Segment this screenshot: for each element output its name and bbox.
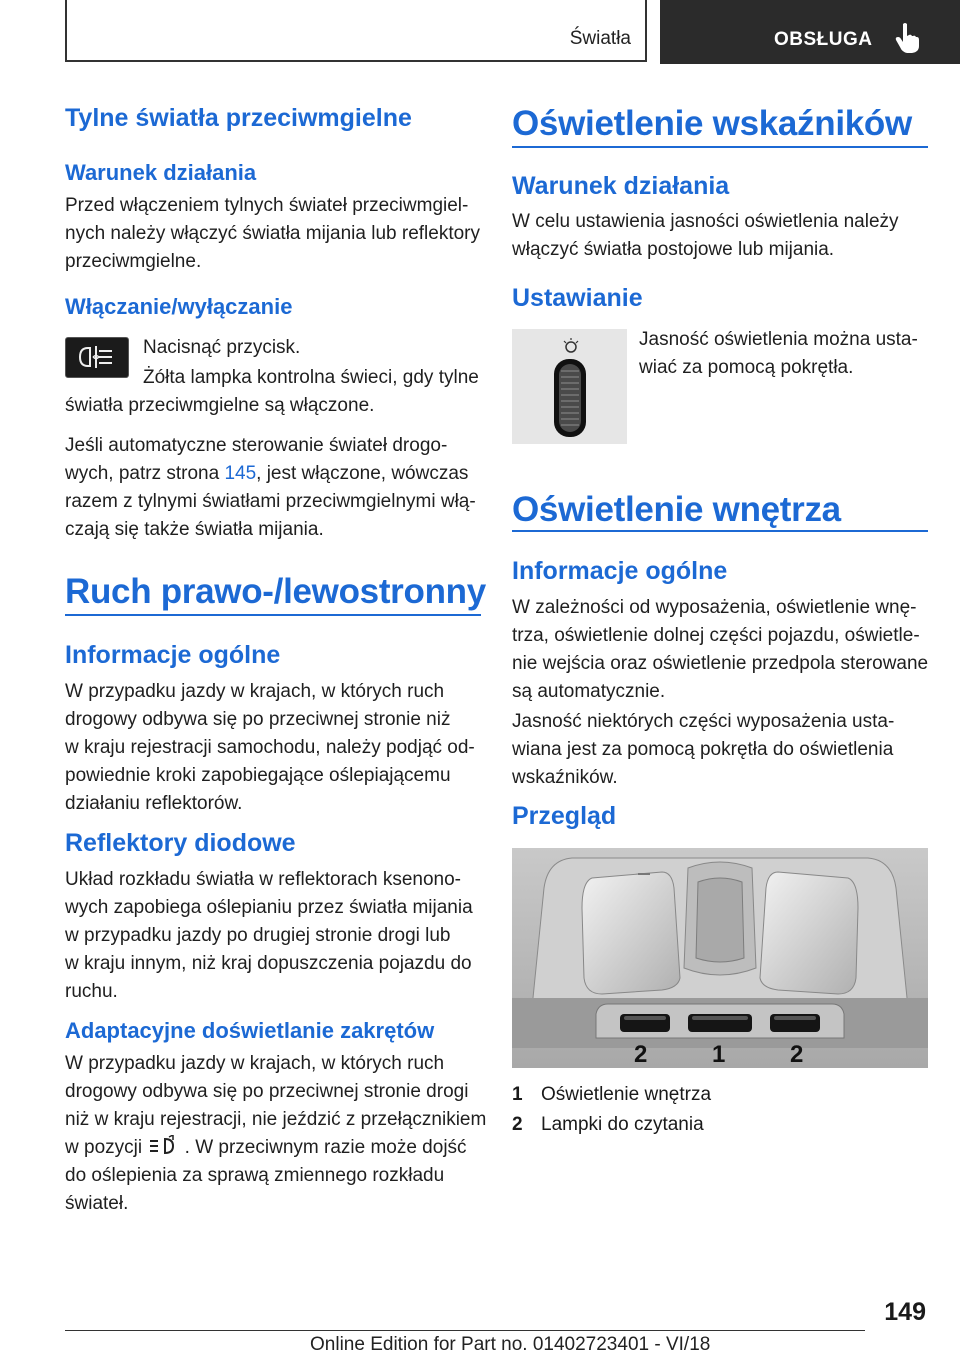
interior-line-6: wiana jest za pomocą pokrętła do oświetlenia	[512, 739, 894, 760]
page-link-145[interactable]: 145	[224, 463, 257, 484]
callout-1: 1	[712, 1041, 726, 1068]
heading-instr-condition: Warunek działania	[512, 172, 730, 200]
instr-cond-line-2: włączyć światła postojowe lub mijania.	[512, 239, 835, 260]
fog-condition-line-1: Przed włączeniem tylnych świateł przeciwmgiel-	[65, 195, 469, 216]
brightness-dial-image	[512, 329, 627, 444]
interior-line-1: W zależności od wyposażenia, oświetlenie wnę-	[512, 597, 917, 618]
switch-indicator-line-1: Żółta lampka kontrolna świeci, gdy tylne	[143, 367, 479, 388]
general-line-2: drogowy odbywa się po przeciwnej stronie niż	[65, 709, 451, 730]
led-line-3: w przypadku jazdy po drugiej stronie drogi lub	[65, 925, 451, 946]
general-line-1: W przypadku jazdy w krajach, w których ruch	[65, 681, 445, 702]
general-line-4: powiednie kroki zapobiegające oślepiającemu	[65, 765, 451, 786]
adjust-line-2: wiać za pomocą pokrętła.	[639, 357, 854, 378]
auto-line-1: Jeśli automatyczne sterowanie świateł drogo-	[65, 435, 448, 456]
led-line-4: w kraju innym, niż kraj dopuszczenia pojazdu do	[65, 953, 472, 974]
heading-fog-condition: Warunek działania	[65, 160, 257, 185]
header-tab-label: OBSŁUGA	[774, 29, 873, 50]
switch-instruction: Nacisnąć przycisk.	[143, 337, 301, 358]
heading-switch-on-off: Włączanie/wyłączanie	[65, 294, 293, 319]
heading-rule	[512, 146, 928, 148]
legend-text-1: Oświetlenie wnętrza	[541, 1084, 712, 1105]
page-number: 149	[884, 1298, 926, 1326]
led-line-2: wych zapobiega oślepianiu przez światła mijania	[65, 897, 473, 918]
heading-general-info-right: Informacje ogólne	[512, 557, 728, 585]
heading-interior-lighting: Oświetlenie wnętrza	[512, 490, 841, 529]
header-box	[65, 0, 647, 62]
header-tab[interactable]	[660, 0, 960, 64]
fog-condition-line-2: nych należy włączyć światła mijania lub reflektory	[65, 223, 480, 244]
adaptive-line-6: świateł.	[65, 1193, 129, 1214]
adaptive-line-5: do oślepienia za sprawą zmiennego rozkładu	[65, 1165, 445, 1186]
led-line-5: ruchu.	[65, 981, 118, 1002]
interior-line-3: nie wejścia oraz oświetlenie przedpola sterowane	[512, 653, 929, 674]
heading-rear-fog-lights: Tylne światła przeciwmgielne	[65, 104, 412, 132]
instr-cond-line-1: W celu ustawienia jasności oświetlenia należy	[512, 211, 899, 232]
heading-rule	[512, 530, 928, 532]
heading-rule	[65, 614, 481, 616]
interior-line-2: trza, oświetlenie dolnej części pojazdu, oświetle-	[512, 625, 920, 646]
adjust-line-1: Jasność oświetlenia można usta-	[639, 329, 918, 350]
interior-line-7: wskaźników.	[512, 767, 618, 788]
header-section-title: Światła	[569, 28, 631, 49]
legend-num-1: 1	[512, 1084, 523, 1105]
heading-adjusting: Ustawianie	[512, 284, 643, 312]
adaptive-line-1: W przypadku jazdy w krajach, w których ruch	[65, 1053, 445, 1074]
dial-brightness-icon	[564, 338, 578, 352]
rear-fog-light-icon	[66, 338, 128, 377]
heading-led-headlights: Reflektory diodowe	[65, 829, 296, 857]
general-line-5: działaniu reflektorów.	[65, 793, 243, 814]
fog-condition-line-3: przeciwmgielne.	[65, 251, 202, 272]
auto-line-4: czają się także światła mijania.	[65, 519, 324, 540]
heading-overview: Przegląd	[512, 802, 617, 830]
adaptive-line-2: drogowy odbywa się po przeciwnej stronie drogi	[65, 1081, 469, 1102]
switch-indicator-line-2: światła przeciwmgielne są włączone.	[65, 395, 375, 416]
interior-line-5: Jasność niektórych części wyposażenia usta-	[512, 711, 895, 732]
heading-instrument-lighting: Oświetlenie wskaźników	[512, 104, 912, 143]
heading-general-info-left: Informacje ogólne	[65, 641, 281, 669]
general-line-3: w kraju rejestracji samochodu, należy podjąć od-	[65, 737, 475, 758]
interior-line-4: są automatycznie.	[512, 681, 666, 702]
callout-2-left: 2	[634, 1041, 648, 1068]
auto-line-3: razem z tylnymi światłami przeciwmgielnymi włą-	[65, 491, 476, 512]
pointing-hand-icon	[895, 22, 921, 54]
legend-num-2: 2	[512, 1114, 523, 1135]
roof-console-image	[512, 848, 928, 1068]
footer-rule	[65, 1330, 865, 1331]
adaptive-line-4: w pozycji . W przeciwnym razie może dojść	[65, 1137, 467, 1158]
heading-right-left-traffic: Ruch prawo-/lewostronny	[65, 572, 486, 611]
rear-fog-button-image	[65, 337, 129, 378]
auto-line-2: wych, patrz strona 145, jest włączone, wówczas	[65, 463, 469, 484]
led-line-1: Układ rozkładu światła w reflektorach ksenono-	[65, 869, 462, 890]
heading-adaptive-cornering: Adaptacyjne doświetlanie zakrętów	[65, 1018, 435, 1043]
adaptive-line-3: niż w kraju rejestracji, nie jeździć z przełącznikiem	[65, 1109, 487, 1130]
callout-2-right: 2	[790, 1041, 804, 1068]
legend-text-2: Lampki do czytania	[541, 1114, 704, 1135]
footer-edition: Online Edition for Part no. 01402723401 - VI/18	[310, 1334, 711, 1355]
auto-light-switch-icon	[147, 1135, 179, 1157]
